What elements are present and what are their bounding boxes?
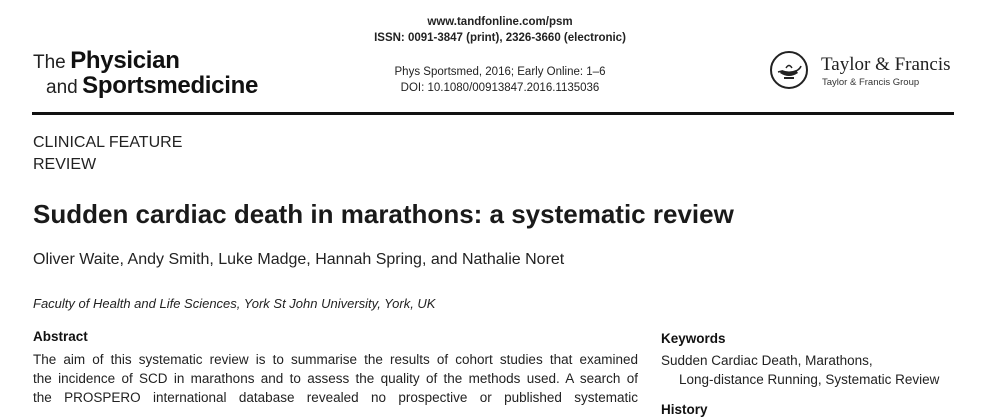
section-label-clinical-feature: CLINICAL FEATURE	[33, 134, 183, 151]
keywords-heading: Keywords	[661, 331, 726, 346]
logo-the: The	[33, 52, 66, 73]
lamp-icon	[770, 51, 808, 89]
article-title: Sudden cardiac death in marathons: a systematic review	[33, 199, 734, 229]
article-authors: Oliver Waite, Andy Smith, Luke Madge, Hannah Spring, and Nathalie Noret	[33, 251, 565, 268]
abstract-line: the incidence of SCD in marathons and to assess the quality of the methods used. A search of	[33, 371, 638, 386]
history-heading: History	[661, 402, 708, 417]
abstract-heading: Abstract	[33, 329, 88, 344]
header-divider	[32, 112, 954, 115]
logo-and: and	[46, 77, 78, 98]
abstract-body	[33, 350, 638, 407]
keywords-line-1: Sudden Cardiac Death, Marathons,	[661, 353, 873, 368]
logo-physician: Physician	[70, 47, 180, 74]
issn-text: ISSN: 0091-3847 (print), 2326-3660 (electronic)	[374, 32, 626, 44]
section-label-review: REVIEW	[33, 156, 97, 173]
keywords-list	[661, 351, 939, 389]
journal-url-link[interactable]: www.tandfonline.com/psm	[427, 16, 573, 28]
abstract-line: the PROSPERO international database revealed no prospective or published systematic	[33, 390, 638, 405]
logo-sportsmedicine: Sportsmedicine	[82, 72, 259, 99]
publisher-name: Taylor & Francis	[821, 54, 951, 75]
citation-text: Phys Sportsmed, 2016; Early Online: 1–6	[394, 66, 606, 78]
abstract-line: The aim of this systematic review is to summarise the results of cohort studies that examined	[33, 352, 638, 367]
doi-text: DOI: 10.1080/00913847.2016.1135036	[400, 82, 600, 94]
keywords-line-2: Long-distance Running, Systematic Review	[679, 372, 940, 387]
publisher-group: Taylor & Francis Group	[822, 77, 920, 88]
article-affiliation: Faculty of Health and Life Sciences, York St John University, York, UK	[33, 296, 436, 311]
